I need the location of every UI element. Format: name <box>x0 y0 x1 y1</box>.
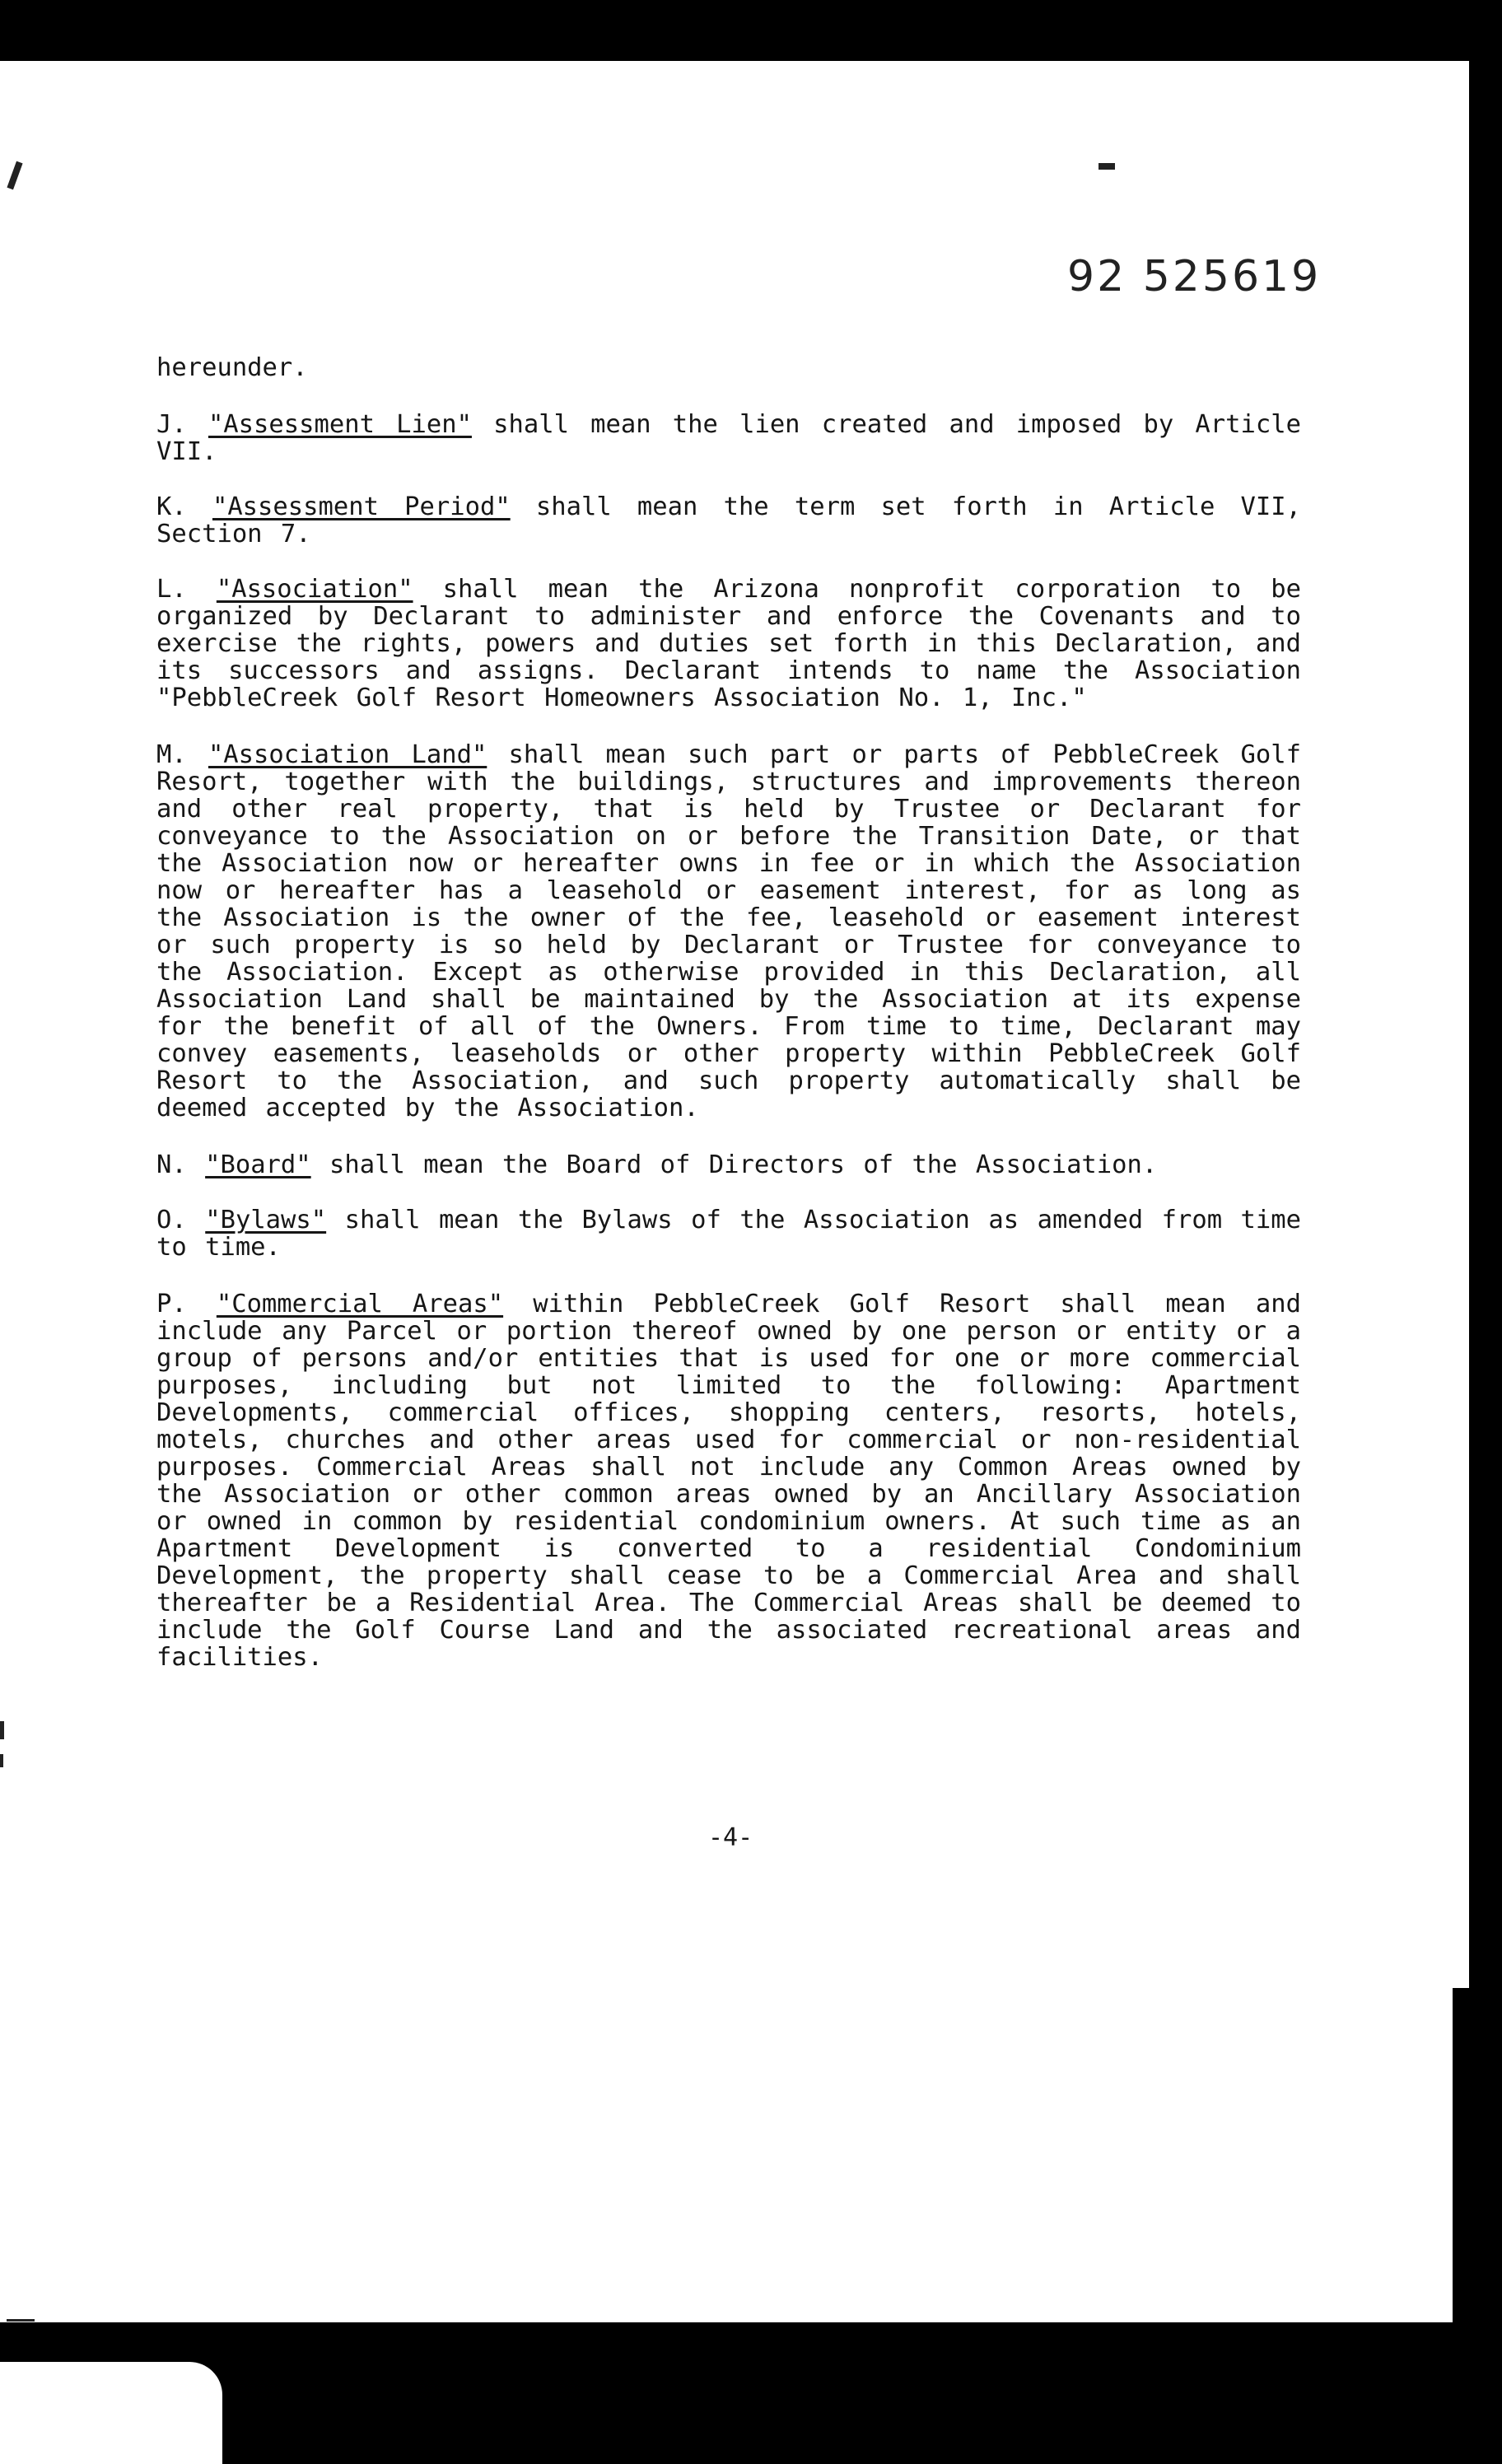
scan-border-top <box>0 0 1502 61</box>
paragraph-continuation <box>156 354 1301 381</box>
defined-term: "Association" <box>216 575 413 604</box>
definition-label: J. <box>156 410 187 439</box>
paragraph-text: hereunder. <box>156 353 308 382</box>
definition-label: P. <box>156 1290 187 1318</box>
definition-text: shall mean such part or parts of PebbleCreek Golf Resort, together with the buildings, structures and improvements thereon and other real property, that is held by Trustee or Declarant for conveyance to the Association on or before the Transition Date, or that the Association now or hereafter owns in fee or in which the Association now or hereafter has a leasehold or easement interest, for as long as the Association is the owner of the fee, leasehold or easement interest or such property is so held by Declarant or Trustee for conveyance to the Association. Except as otherwise provided in this Declaration, all Association Land shall be maintained by the Association at its expense for the benefit of all of the Owners. From time to time, Declarant may convey easements, leaseholds or other property within PebbleCreek Golf Resort to the Association, and such property automatically shall be deemed accepted by the Association. <box>156 740 1301 1122</box>
definition-o <box>156 1206 1301 1261</box>
defined-term: "Bylaws" <box>205 1206 327 1234</box>
definition-p <box>156 1290 1301 1671</box>
defined-term: "Commercial Areas" <box>216 1290 504 1318</box>
document-body <box>156 354 1301 1701</box>
scan-speck <box>7 161 22 190</box>
scan-border-right <box>1469 61 1502 2004</box>
definition-label: N. <box>156 1150 187 1179</box>
definition-l <box>156 576 1301 712</box>
definition-m <box>156 741 1301 1122</box>
definition-j <box>156 411 1301 465</box>
scan-white-tab <box>0 2362 222 2464</box>
definition-label: O. <box>156 1206 187 1234</box>
definition-label: L. <box>156 575 187 604</box>
page-number: -4- <box>708 1823 753 1852</box>
definition-text: shall mean the term set forth in Article VII, Section 7. <box>156 492 1301 548</box>
scan-speck <box>1099 163 1115 170</box>
defined-term: "Association Land" <box>208 740 487 769</box>
definition-k <box>156 493 1301 548</box>
scan-speck <box>0 1754 3 1767</box>
definition-label: M. <box>156 740 187 769</box>
definition-text: within PebbleCreek Golf Resort shall mean and include any Parcel or portion thereof owned by one person or entity or a group of persons and/or entities that is used for one or more commercial purposes, including but not limited to the following: Apartment Developments, commercial offices, shopping centers, resorts, hotels, motels, churches and other areas used for commercial or non-residential purposes. Commercial Areas shall not include any Common Areas owned by the Association or other common areas owned by an Ancillary Association or owned in common by residential condominium owners. At such time as an Apartment Development is converted to a residential Condominium Development, the property shall cease to be a Commercial Area and shall thereafter be a Residential Area. The Commercial Areas shall be deemed to include the Golf Course Land and the associated recreational areas and facilities. <box>156 1290 1301 1672</box>
defined-term: "Board" <box>205 1150 311 1179</box>
definition-text: shall mean the Arizona nonprofit corporation to be organized by Declarant to administer and enforce the Covenants and to exercise the rights, powers and duties set forth in this Declaration, and its successors and assigns. Declarant intends to name the Association "PebbleCreek Golf Resort Homeowners Association No. 1, Inc." <box>156 575 1301 712</box>
defined-term: "Assessment Lien" <box>208 410 472 439</box>
definition-text: shall mean the Bylaws of the Association as amended from time to time. <box>156 1206 1301 1262</box>
document-number: 92 525619 <box>1067 252 1322 301</box>
definition-text: shall mean the Board of Directors of the Association. <box>329 1150 1158 1179</box>
definition-n <box>156 1151 1301 1178</box>
scan-speck <box>0 1721 4 1739</box>
defined-term: "Assessment Period" <box>212 492 511 521</box>
definition-label: K. <box>156 492 187 521</box>
scan-border-bottom <box>0 2322 1502 2464</box>
scan-speck <box>7 2319 35 2322</box>
definition-text: shall mean the lien created and imposed by Article VII. <box>156 410 1301 466</box>
